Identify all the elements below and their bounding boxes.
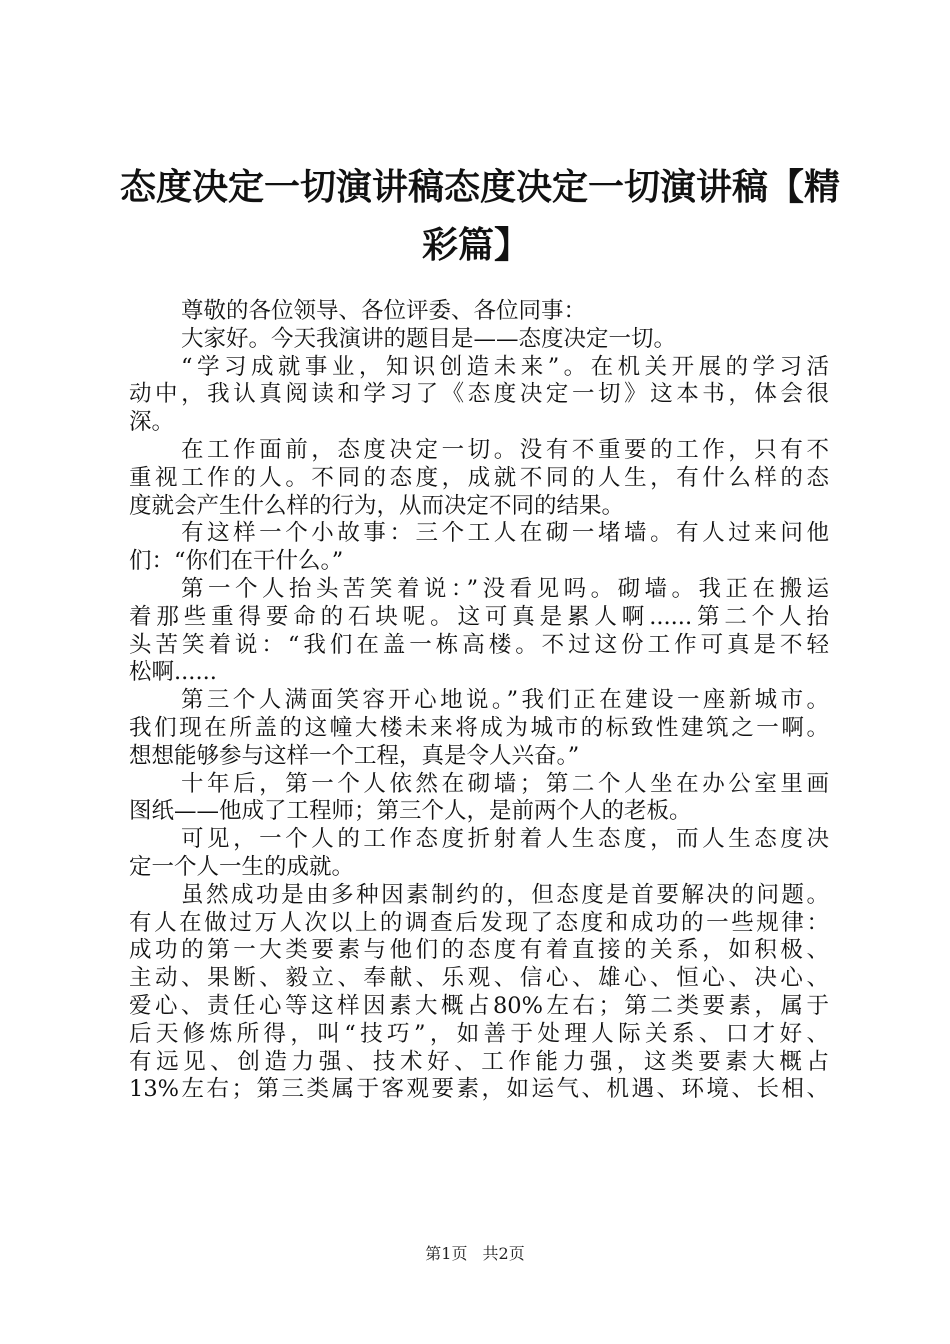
page-number: 第1页 <box>425 1244 468 1263</box>
body-line: 们：“你们在干什么。” <box>129 548 344 575</box>
body-line: 我们现在所盖的这幢大楼未来将成为城市的标致性建筑之一啊。 <box>129 714 829 741</box>
page-total: 共2页 <box>482 1244 525 1263</box>
body-line: 第三个人满面笑容开心地说。”我们正在建设一座新城市。 <box>181 687 829 714</box>
body-line: 头苦笑着说：“我们在盖一栋高楼。不过这份工作可真是不轻 <box>129 631 829 658</box>
body-line: 图纸——他成了工程师；第三个人，是前两个人的老板。 <box>129 798 692 825</box>
body-line: 度就会产生什么样的行为，从而决定不同的结果。 <box>129 492 625 519</box>
body-line: 13%左右；第三类属于客观要素，如运气、机遇、环境、长相、 <box>129 1076 829 1103</box>
body-line: 有这样一个小故事：三个工人在砌一堵墙。有人过来问他 <box>181 520 829 547</box>
body-line: 第一个人抬头苦笑着说：”没看见吗。砌墙。我正在搬运 <box>181 575 829 602</box>
body-line: 定一个人一生的成就。 <box>129 853 355 880</box>
body-line: 十年后，第一个人依然在砌墙；第二个人坐在办公室里画 <box>181 770 829 797</box>
body-line: 成功的第一大类要素与他们的态度有着直接的关系，如积极、 <box>129 937 829 964</box>
body-line: 重视工作的人。不同的态度，成就不同的人生，有什么样的态 <box>129 464 829 491</box>
document-body <box>129 298 829 1104</box>
title-line-1: 态度决定一切演讲稿态度决定一切演讲稿【精 <box>120 166 841 208</box>
body-line: 有远见、创造力强、技术好、工作能力强，这类要素大概占 <box>129 1048 829 1075</box>
body-line: 在工作面前，态度决定一切。没有不重要的工作，只有不 <box>181 436 829 463</box>
body-line: 松啊...... <box>129 659 217 686</box>
page-footer <box>0 1244 950 1264</box>
body-line: 深。 <box>129 409 175 436</box>
body-line: 动中，我认真阅读和学习了《态度决定一切》这本书，体会很 <box>129 381 829 408</box>
body-line: 想想能够参与这样一个工程，真是令人兴奋。” <box>129 742 580 769</box>
body-line: 可见，一个人的工作态度折射着人生态度，而人生态度决 <box>181 826 829 853</box>
body-line: 大家好。今天我演讲的题目是——态度决定一切。 <box>181 325 677 352</box>
document-title <box>120 158 841 274</box>
body-line: 主动、果断、毅立、奉献、乐观、信心、雄心、恒心、决心、 <box>129 965 829 992</box>
body-line: 虽然成功是由多种因素制约的，但态度是首要解决的问题。 <box>181 881 829 908</box>
body-line: 有人在做过万人次以上的调查后发现了态度和成功的一些规律： <box>129 909 829 936</box>
body-line: 爱心、责任心等这样因素大概占80%左右；第二类要素，属于 <box>129 992 829 1019</box>
body-line: 后天修炼所得，叫“技巧”，如善于处理人际关系、口才好、 <box>129 1020 829 1047</box>
body-line: 尊敬的各位领导、各位评委、各位同事： <box>181 298 587 324</box>
body-line: “学习成就事业，知识创造未来”。在机关开展的学习活 <box>181 353 829 380</box>
body-line: 着那些重得要命的石块呢。这可真是累人啊......第二个人抬 <box>129 603 829 630</box>
title-line-2: 彩篇】 <box>421 224 530 266</box>
